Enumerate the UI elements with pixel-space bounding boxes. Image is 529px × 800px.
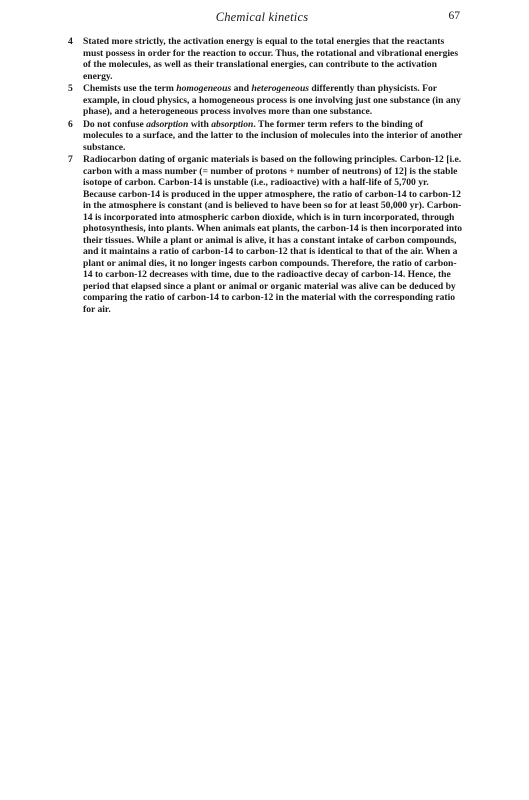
note-text: Stated more strictly, the activation energy is equal to the total energies that the reactants must possess in order for the reaction to occur. Thus, the rotational and vibrational energies of the molecules, as well as their translational energies, can contribute to the activation energy. — [83, 36, 459, 82]
page-number: 67 — [448, 10, 460, 22]
note-item — [68, 36, 464, 82]
note-number: 6 — [68, 118, 73, 130]
note-number: 5 — [68, 83, 73, 94]
chapter-title: Chemical kinetics — [215, 10, 309, 24]
note-item — [68, 154, 464, 315]
note-text — [83, 83, 461, 117]
note-text-segment: Do not confuse — [83, 118, 147, 130]
note-number: 7 — [68, 154, 73, 165]
note-term-absorption: absorption — [211, 118, 254, 130]
notes-list — [68, 36, 464, 316]
note-text: Radiocarbon dating of organic materials is based on the following principles. Carbon-12 [i.e. carbon with a mass number (= number of protons + number of neutrons) of 12] is the stable isotope of carbon. Carbon-14 is unstable (i.e., radioactive) with a half-life of 5,700 yr. Because carbon-14 is produced in the upper atmosphere, the ratio of carbon-14 to carbon-12 in the atmosphere is constant (and is believed to have been so for at least 50,000 yr). Carbon-14 is incorporated into atmospheric carbon dioxide, which is in turn incorporated, through photosynthesis, into plants. When animals eat plants, the carbon-14 is then incorporated into their tissues. While a plant or animal is alive, it has a constant intake of carbon compounds, and it maintains a ratio of carbon-14 to carbon-12 that is identical to that of the air. When a plant or animal dies, it no longer ingests carbon compounds. Therefore, the ratio of carbon-14 to carbon-12 decreases with time, due to the radioactive decay of carbon-14. Hence, the period that elapsed since a plant or animal or organic material was alive can be deduced by comparing the ratio of carbon-14 to carbon-12 in the material with the corresponding ratio for air. — [83, 154, 463, 315]
note-term-heterogeneous: heterogeneous — [251, 83, 310, 94]
note-text-segment: Chemists use the term — [83, 83, 177, 94]
note-item — [68, 119, 464, 154]
note-text-segment: differently than physicists. For example, in cloud physics, a homogeneous process is one involving just one substance (in any phase), and a heterogeneous process involves more than one substance. — [83, 83, 461, 117]
note-text — [83, 119, 462, 153]
note-term-adsorption: adsorption — [146, 118, 189, 130]
note-text-segment: with — [188, 118, 212, 130]
note-item — [68, 83, 464, 118]
note-text-segment: . The former term refers to the binding of molecules to a surface, and the latter to the inclusion of molecules into the interior of another substance. — [83, 118, 463, 153]
note-term-homogeneous: homogeneous — [176, 83, 232, 94]
note-text-segment: and — [231, 83, 252, 94]
running-head — [64, 10, 460, 28]
note-number: 4 — [68, 36, 73, 47]
